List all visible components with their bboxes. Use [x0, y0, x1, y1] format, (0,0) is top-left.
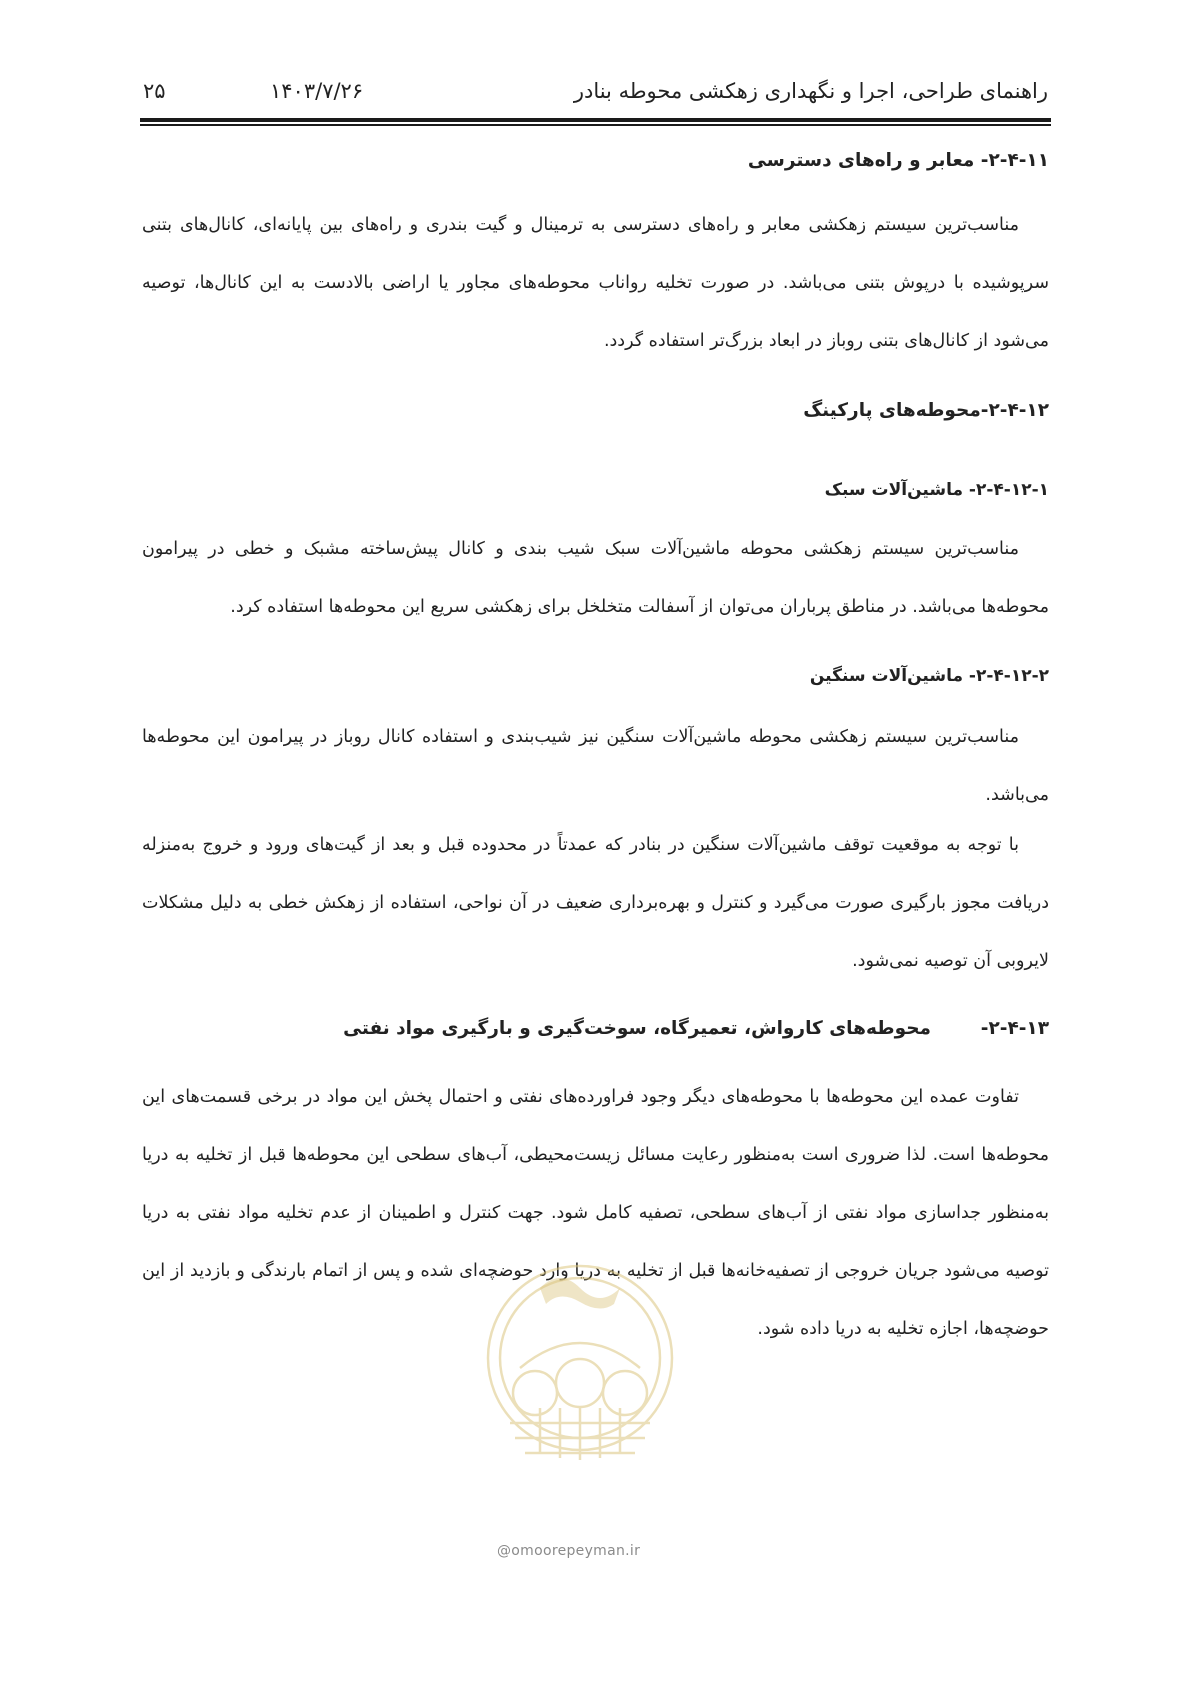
- running-header-date: ۱۴۰۳/۷/۲۶: [270, 79, 364, 103]
- paragraph-2-4-12-2-a: مناسب‌ترین سیستم زهکشی محوطه ماشین‌آلات سنگین نیز شیب‌بندی و استفاده کانال روباز در پیرامون این محوطه‌ها می‌باشد.: [142, 727, 1049, 805]
- section-heading-2-4-11: ۲-۴-۱۱- معابر و راه‌های دسترسی: [747, 150, 1049, 171]
- paragraph-2-4-13: تفاوت عمده این محوطه‌ها با محوطه‌های دیگر وجود فراورده‌های نفتی و احتمال پخش این مواد در برخی قسمت‌های این محوطه‌ها است. لذا ضروری است به‌منظور رعایت مسائل زیست‌محیطی، آب‌های سطحی این محوطه‌ها قبل از تخلیه به دریا به‌منظور جداسازی مواد نفتی از آب‌های سطحی، تصفیه کامل شود. جهت کنترل و اطمینان از عدم تخلیه مواد نفتی به دریا توصیه می‌شود جریان خروجی از تصفیه‌خانه‌ها قبل از تخلیه به دریا وارد حوضچه‌ای شده و پس از اتمام بارندگی و بازدید از این حوضچه‌ها، اجازه تخلیه به دریا داده شود.: [142, 1087, 1049, 1339]
- subsection-heading-2-4-12-2: ۲-۴-۱۲-۲- ماشین‌آلات سنگین: [809, 666, 1049, 686]
- watermark-url: @omoorepeyman.ir: [497, 1543, 641, 1559]
- subsection-heading-2-4-12-1: ۲-۴-۱۲-۱- ماشین‌آلات سبک: [824, 480, 1049, 500]
- header-rule-thin: [140, 124, 1051, 126]
- header-rule-thick: [140, 118, 1051, 122]
- page-number: ۲۵: [143, 79, 166, 103]
- running-header-title: راهنمای طراحی، اجرا و نگهداری زهکشی محوطه بنادر: [573, 79, 1048, 103]
- section-heading-2-4-13-text: محوطه‌های کارواش، تعمیرگاه، سوخت‌گیری و بارگیری مواد نفتی: [343, 1018, 931, 1039]
- paragraph-2-4-12-1: مناسب‌ترین سیستم زهکشی محوطه ماشین‌آلات سبک شیب بندی و کانال پیش‌ساخته مشبک و خطی در پیرامون محوطه‌ها می‌باشد. در مناطق پرباران می‌توان از آسفالت متخلخل برای زهکشی سریع این محوطه‌ها استفاده کرد.: [142, 539, 1049, 617]
- section-heading-2-4-12: ۲-۴-۱۲-محوطه‌های پارکینگ: [803, 400, 1049, 421]
- paragraph-2-4-11: مناسب‌ترین سیستم زهکشی معابر و راه‌های دسترسی به ترمینال و گیت بندری و راه‌های بین پایانه‌ای، کانال‌های بتنی سرپوشیده با درپوش بتنی می‌باشد. در صورت تخلیه رواناب محوطه‌های مجاور یا اراضی بالادست به این کانال‌ها، توصیه می‌شود از کانال‌های بتنی روباز در ابعاد بزرگ‌تر استفاده گردد.: [142, 215, 1049, 351]
- paragraph-2-4-12-2-b: با توجه به موقعیت توقف ماشین‌آلات سنگین در بنادر که عمدتاً در محدوده قبل و بعد از گیت‌های ورود و خروج به‌منزله دریافت مجوز بارگیری صورت می‌گیرد و کنترل و بهره‌برداری ضعیف در آن نواحی، استفاده از زهکش خطی به دلیل مشکلات لایروبی آن توصیه نمی‌شود.: [142, 835, 1049, 971]
- section-heading-2-4-13-number: ۲-۴-۱۳-: [980, 1018, 1049, 1039]
